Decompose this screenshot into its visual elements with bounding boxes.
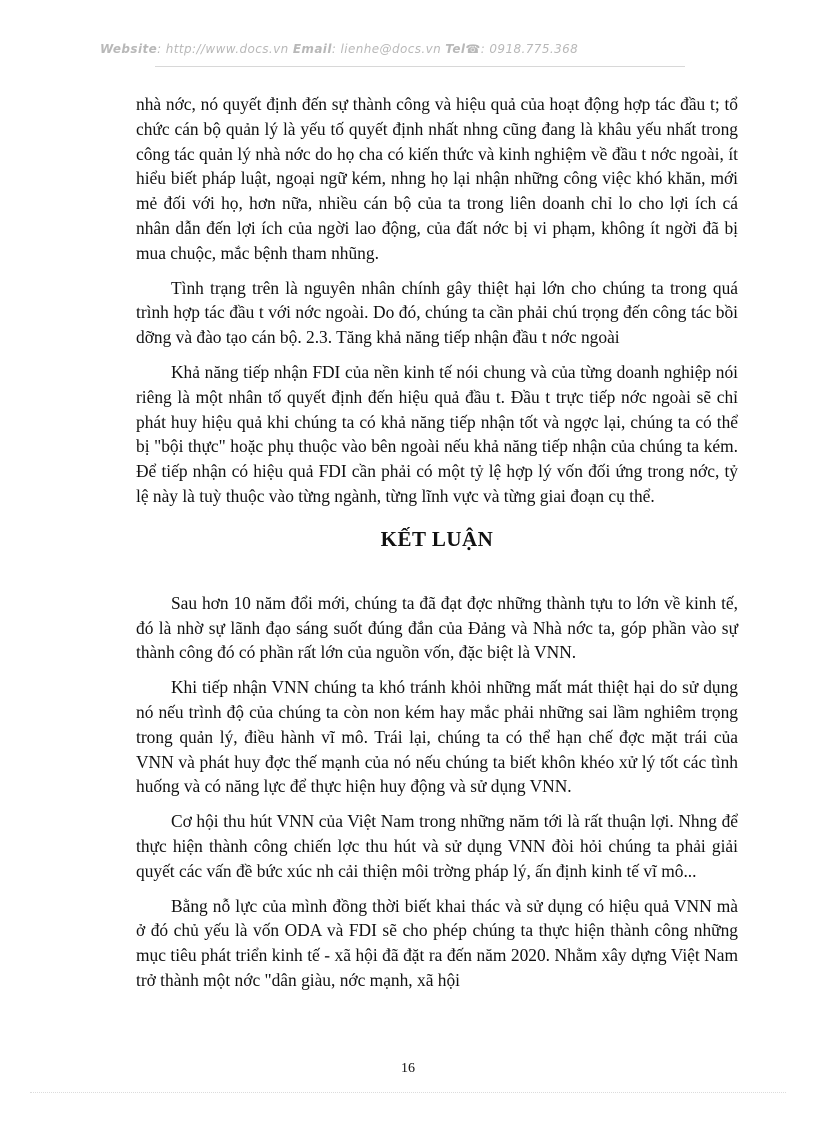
document-body [136,92,738,1003]
paragraph: Khi tiếp nhận VNN chúng ta khó tránh khỏi những mất mát thiệt hại do sử dụng nó nếu trình độ của chúng ta còn non kém hay mắc phải những sai lầm nghiêm trọng trong quản lý, điều hành vĩ mô. Trái lại, chúng ta có thể hạn chế đợc mặt trái của VNN và phát huy đợc thế mạnh của nó nếu chúng ta biết khôn khéo xử lý tốt các tình huống và có năng lực để thực hiện huy động và sử dụng VNN. [136,677,738,797]
paragraph: Cơ hội thu hút VNN của Việt Nam trong những năm tới là rất thuận lợi. Nhng để thực hiện thành công chiến lợc thu hút và sử dụng VNN đòi hỏi chúng ta phải giải quyết các vấn đề bức xúc nh cải thiện môi trờng pháp lý, ấn định kinh tế vĩ mô... [136,811,738,881]
website-value: : http://www.docs.vn [157,42,289,56]
tel-label: Tel [445,42,466,56]
page-number: 16 [401,1061,415,1076]
page-bottom-border [30,1092,786,1093]
paragraph: Sau hơn 10 năm đổi mới, chúng ta đã đạt đợc những thành tựu to lớn về kinh tế, đó là nhờ sự lãnh đạo sáng suốt đúng đắn của Đảng và Nhà nớc ta, góp phần vào sự thành công đó có phần rất lớn của nguồn vốn, đặc biệt là VNN. [136,592,738,663]
email-label: Email [292,42,332,56]
paragraph: nhà nớc, nó quyết định đến sự thành công và hiệu quả của hoạt động hợp tác đầu t; tổ chức cán bộ quản lý là yếu tố quyết định nhất nhng cũng đang là khâu yếu nhất trong công tác quản lý nhà nớc do họ cha có kiến thức và kinh nghiệm về đầu t nớc ngoài, ít hiểu biết pháp luật, ngoại ngữ kém, nhng họ lại nhận những công việc khó khăn, mới mẻ đối với họ, hơn nữa, nhiều cán bộ của ta trong liên doanh chỉ lo cho lợi ích cá nhân dẫn đến lợi ích của ngời lao động, của đất nớc bị vi phạm, không ít ngời đã bị mua chuộc, mắc bệnh tham nhũng. [136,94,738,263]
email-value: : lienhe@docs.vn [331,42,442,56]
header-divider [155,66,685,67]
website-label: Website [100,42,158,56]
paragraph: Khả năng tiếp nhận FDI của nền kinh tế nói chung và của từng doanh nghiệp nói riêng là một nhân tố quyết định đến hiệu quả đầu t. Đầu t trực tiếp nớc ngoài sẽ chỉ phát huy hiệu quả khi chúng ta có khả năng tiếp nhận tốt và ngợc lại, chúng ta có thể bị "bội thực" hoặc phụ thuộc vào bên ngoài nếu khả năng tiếp nhận của chúng ta kém. Để tiếp nhận có hiệu quả FDI cần phải có một tỷ lệ hợp lý vốn đối ứng trong nớc, tỷ lệ này là tuỳ thuộc vào từng ngành, từng lĩnh vực và từng giai đoạn cụ thể. [136,361,738,506]
section-title: KẾT LUẬN [380,526,494,551]
tel-value: ☎: 0918.775.368 [465,42,579,56]
paragraph: Bằng nỗ lực của mình đồng thời biết khai thác và sử dụng có hiệu quả VNN mà ở đó chủ yếu là vốn ODA và FDI sẽ cho phép chúng ta thực hiện thành công những mục tiêu phát triển kinh tế - xã hội đã đặt ra đến năm 2020. Nhằm xây dựng Việt Nam trở thành một nớc "dân giàu, nớc mạnh, xã hội [136,895,738,990]
page-header [100,42,800,72]
paragraph: Tình trạng trên là nguyên nhân chính gây thiệt hại lớn cho chúng ta trong quá trình hợp tác đầu t với nớc ngoài. Do đó, chúng ta cần phải chú trọng đến công tác bồi dỡng và đào tạo cán bộ. 2.3. Tăng khả năng tiếp nhận đầu t nớc ngoài [136,277,738,348]
